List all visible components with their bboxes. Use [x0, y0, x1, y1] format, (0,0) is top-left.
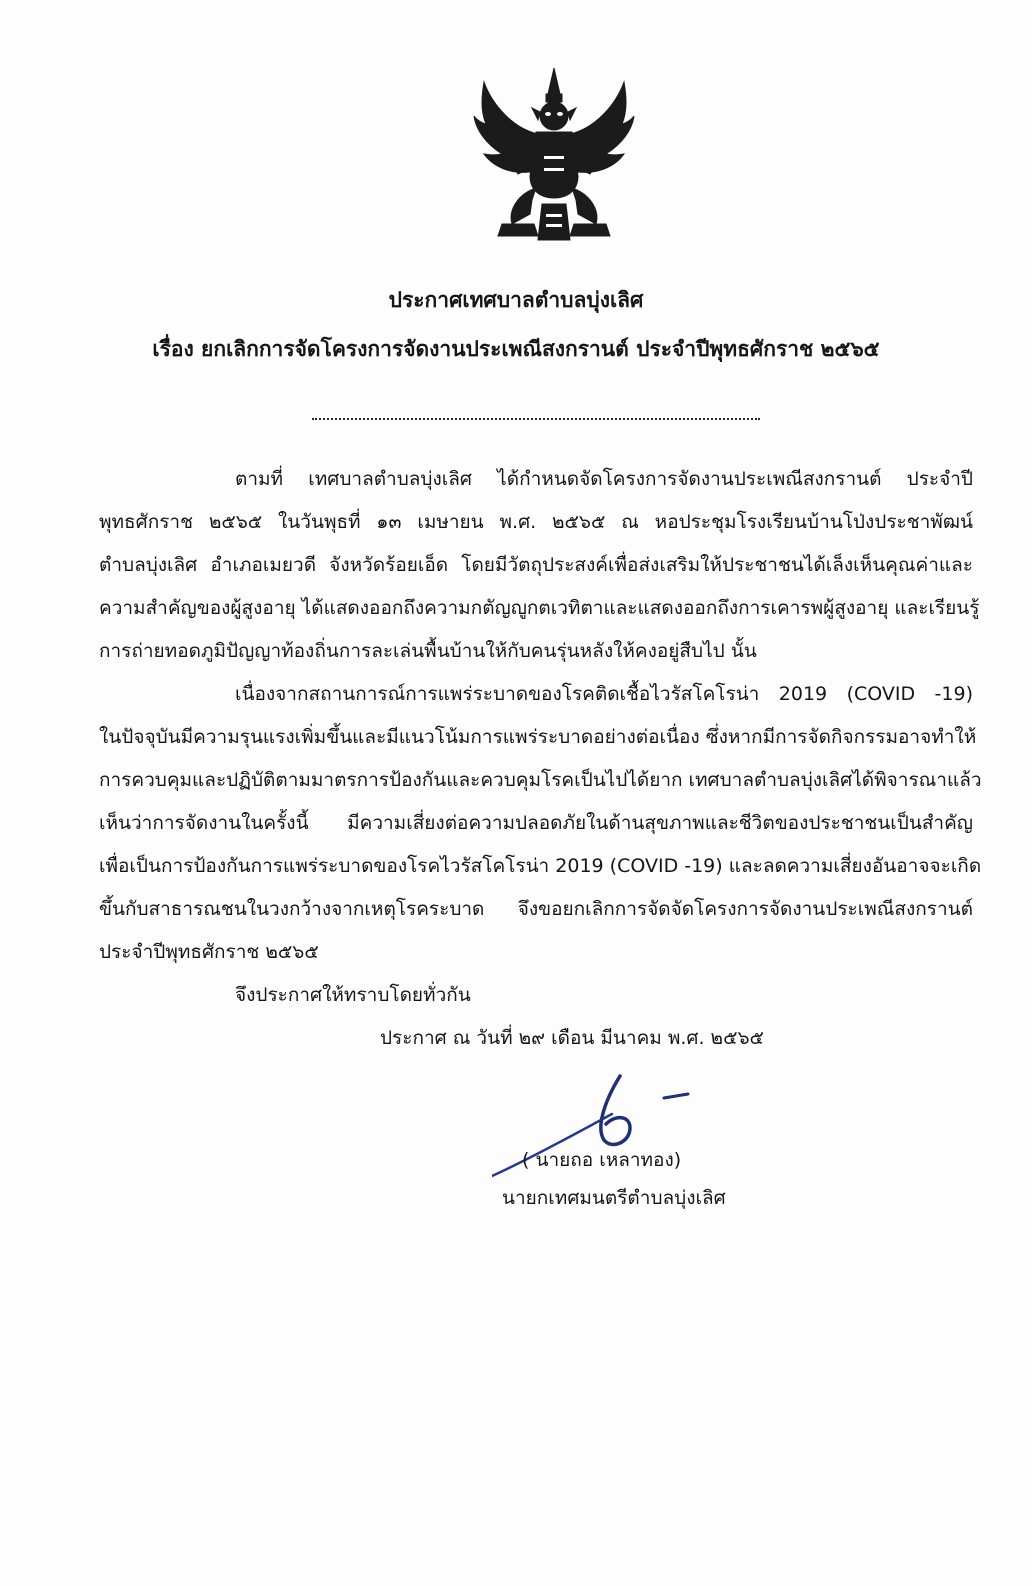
- document-title: ประกาศเทศบาลตำบลบุ่งเลิศ: [388, 288, 644, 312]
- paragraph-line: ขึ้นกับสาธารณชนในวงกว้างจากเหตุโรคระบาด จึงขอยกเลิกการจัดจัดโครงการจัดงานประเพณีสงกรานต์: [99, 898, 973, 920]
- paragraph-line: เนื่องจากสถานการณ์การแพร่ระบาดของโรคติดเชื้อไวรัสโคโรน่า 2019 (COVID -19): [235, 683, 973, 705]
- signatory-position: นายกเทศมนตรีตำบลบุ่งเลิศ: [502, 1187, 726, 1209]
- paragraph-line: ตำบลบุ่งเลิศ อำเภอเมยวดี จังหวัดร้อยเอ็ด โดยมีวัตถุประสงค์เพื่อส่งเสริมให้ประชาชนได้เล็งเห็นคุณค่าและ: [99, 554, 973, 576]
- paragraph-line: ความสำคัญของผู้สูงอายุ ได้แสดงออกถึงความกตัญญูกตเวทิตาและแสดงออกถึงการเคารพผู้สูงอายุ และเรียนรู้: [99, 597, 980, 619]
- paragraph-line: การถ่ายทอดภูมิปัญญาท้องถิ่นการละเล่นพื้นบ้านให้กับคนรุ่นหลังให้คงอยู่สืบไป นั้น: [99, 640, 757, 662]
- paragraph-line: พุทธศักราช ๒๕๖๕ ในวันพุธที่ ๑๓ เมษายน พ.ศ. ๒๕๖๕ ณ หอประชุมโรงเรียนบ้านโป่งประชาพัฒน์: [99, 511, 973, 533]
- dotted-divider: [312, 418, 760, 420]
- closing-statement: จึงประกาศให้ทราบโดยทั่วกัน: [235, 984, 471, 1006]
- garuda-emblem-icon: [472, 64, 636, 244]
- signatory-name: ( นายถอ เหลาทอง): [522, 1149, 682, 1171]
- paragraph-line: ตามที่ เทศบาลตำบลบุ่งเลิศ ได้กำหนดจัดโครงการจัดงานประเพณีสงกรานต์ ประจำปี: [235, 468, 973, 490]
- paragraph-line: เห็นว่าการจัดงานในครั้งนี้ มีความเสี่ยงต่อความปลอดภัยในด้านสุขภาพและชีวิตของประชาชนเป็นสำคัญ: [99, 812, 973, 834]
- paragraph-line: การควบคุมและปฏิบัติตามมาตรการป้องกันและควบคุมโรคเป็นไปได้ยาก เทศบาลตำบลบุ่งเลิศได้พิจารณาแล้ว: [99, 769, 982, 791]
- document-subject: เรื่อง ยกเลิกการจัดโครงการจัดงานประเพณีสงกรานต์ ประจำปีพุทธศักราช ๒๕๖๕: [152, 337, 880, 361]
- announcement-date: ประกาศ ณ วันที่ ๒๙ เดือน มีนาคม พ.ศ. ๒๕๖๕: [380, 1027, 764, 1049]
- paragraph-line: ในปัจจุบันมีความรุนแรงเพิ่มขึ้นและมีแนวโน้มการแพร่ระบาดอย่างต่อเนื่อง ซึ่งหากมีการจัดกิจกรรมอาจทำให้: [99, 726, 977, 748]
- paragraph-line: ประจำปีพุทธศักราช ๒๕๖๕: [99, 941, 319, 963]
- paragraph-line: เพื่อเป็นการป้องกันการแพร่ระบาดของโรคไวรัสโคโรน่า 2019 (COVID -19) และลดความเสี่ยงอันอาจจะเกิด: [99, 855, 982, 877]
